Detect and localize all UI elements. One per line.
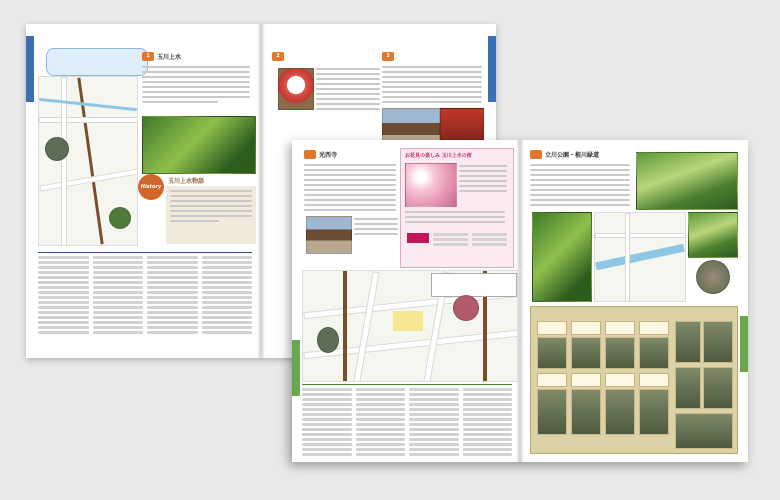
section-header-3: 3 [382, 52, 397, 61]
monument-label [639, 321, 669, 335]
map-road [39, 117, 138, 123]
monument-stone-photo [675, 367, 701, 409]
intro-callout [46, 48, 148, 76]
story-title: 玉川上水物語 [168, 178, 205, 185]
map-road [595, 233, 686, 238]
river-photo [532, 212, 592, 302]
map-inset-photo [45, 137, 69, 161]
feature-badge [407, 233, 429, 243]
map-river [595, 244, 685, 271]
section-header-koseiji: 光西寺 [304, 150, 337, 159]
right-side-tab [488, 36, 496, 102]
history-bubble: History [138, 174, 164, 200]
cherry-blossom-photo [405, 163, 457, 207]
monument-label [605, 321, 635, 335]
map-river [39, 98, 137, 111]
railway-line [343, 271, 347, 381]
monument-stone-photo [605, 337, 635, 369]
body-text [382, 66, 482, 106]
body-text [142, 66, 250, 106]
section-title: 玉川上水 [157, 54, 182, 61]
section-header-1 [142, 52, 181, 61]
monument-panel [530, 306, 738, 454]
monument-stone-photo [639, 337, 669, 369]
map-inset-photo [453, 295, 479, 321]
body-text [530, 164, 630, 209]
store-list [302, 384, 512, 456]
monument-stone-photo [675, 413, 733, 449]
left-side-tab [292, 340, 300, 396]
section-header-2: 2 [272, 52, 287, 61]
section-number: 1 [142, 52, 154, 61]
waterway-photo [142, 116, 256, 174]
monument-stone-photo [537, 389, 567, 435]
map-inset-photo [109, 207, 131, 229]
map-inset-photo [317, 327, 339, 353]
map-road [39, 168, 138, 191]
left-side-tab [26, 36, 34, 102]
feature-title: お花見の楽しみ 玉川上水の桜 [405, 153, 472, 159]
map-road [625, 213, 630, 302]
monument-label [571, 373, 601, 387]
body-text [316, 68, 380, 113]
area-map [38, 76, 138, 246]
maneki-neko-photo [278, 68, 314, 110]
monument-stone-photo [703, 367, 733, 409]
monument-label [537, 321, 567, 335]
monument-stone-photo [605, 389, 635, 435]
monument-stone-photo [571, 337, 601, 369]
map-note [431, 273, 517, 297]
map-road [353, 271, 379, 382]
monument-stone-photo [703, 321, 733, 363]
right-side-tab [740, 316, 748, 372]
monument-label [639, 373, 669, 387]
list-header [38, 252, 252, 253]
list-header [302, 384, 512, 385]
park-path-photo [636, 152, 738, 210]
koseiji-photo [306, 216, 352, 254]
monument-stone-photo [639, 389, 669, 435]
story-box [166, 186, 256, 244]
front-brochure-spread [292, 140, 748, 462]
section-header-park: 立川公園・根川緑道 [530, 150, 599, 159]
page-fold [257, 24, 265, 358]
monument-stone-photo [571, 389, 601, 435]
street-map [302, 270, 518, 382]
monument-label [605, 373, 635, 387]
cherry-blossom-feature [400, 148, 514, 268]
heron-photo [696, 260, 730, 294]
park-map [594, 212, 686, 302]
store-list [38, 252, 252, 334]
map-area-highlight [393, 311, 423, 331]
monument-stone-photo [675, 321, 701, 363]
monument-label [571, 321, 601, 335]
caption-text [354, 218, 398, 238]
monument-label [537, 373, 567, 387]
park-photo [688, 212, 738, 258]
monument-stone-photo [537, 337, 567, 369]
body-text [304, 164, 396, 214]
